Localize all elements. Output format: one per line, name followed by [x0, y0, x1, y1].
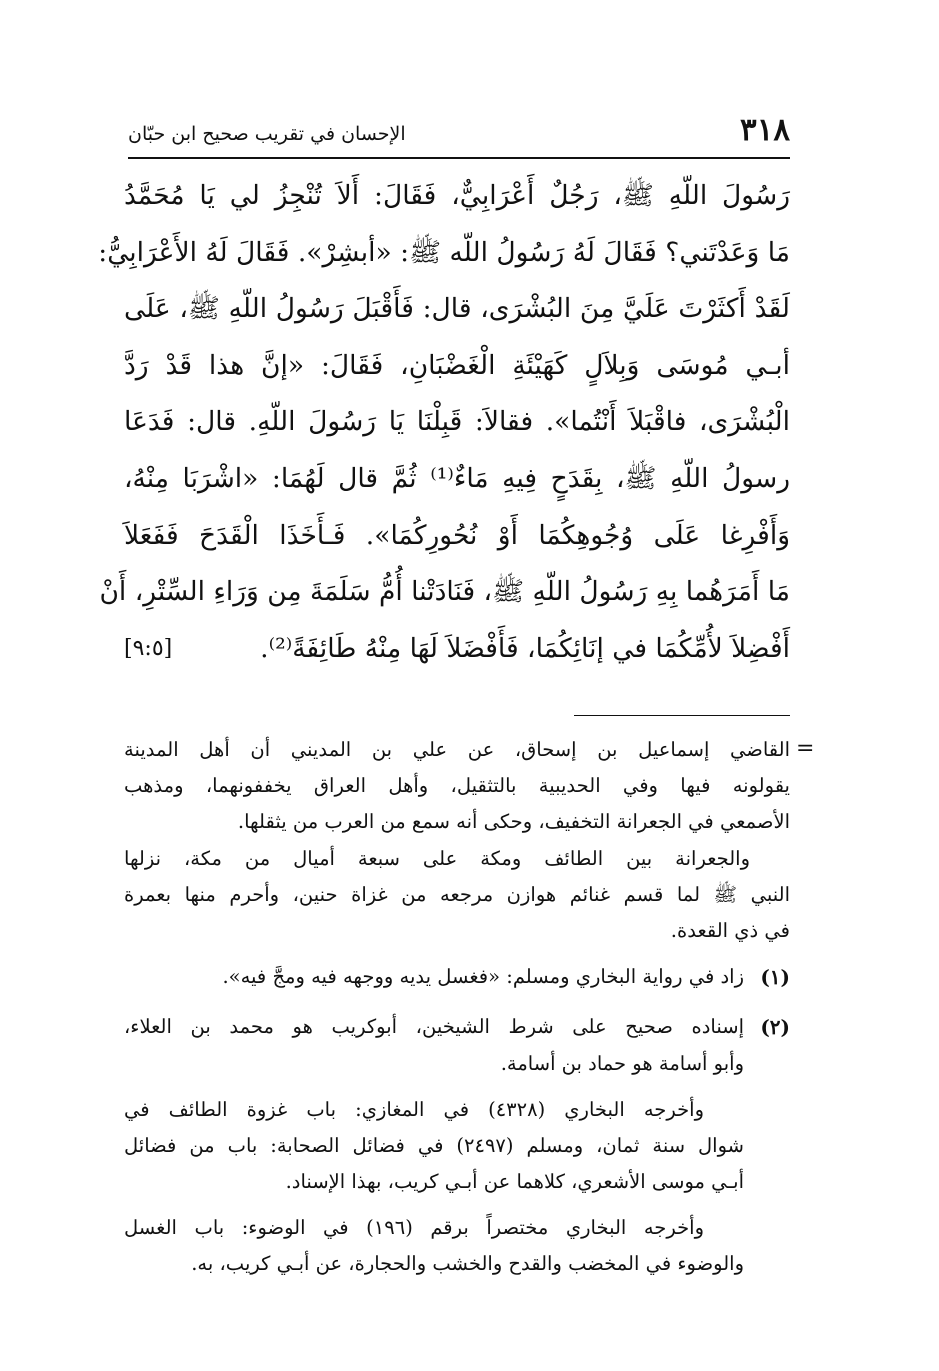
footnote-line: والوضوء في المخضب والقدح والخشب والحجارة، عن أبـي كريب، به. [191, 1252, 744, 1276]
footnote-line: يقولونه فيها وفي الحديبية بالتثقيل، وأهل العراق يخففونهما، ومذهب [124, 774, 790, 798]
text-line: رَسُولَ اللّهِ ﷺ، رَجُلٌ أَعْرَابِيٌّ، فَقَالَ: أَلاَ تُنْجِزُ لي يَا مُحَمَّدُ [124, 180, 790, 211]
footnote-line: النبي ﷺ لما قسم غنائم هوازن مرجعه من غزاة حنين، وأحرم منها بعمرة [124, 882, 790, 906]
footnote-line: إسناده صحيح على شرط الشيخين، أبوكريب هو محمد بن العلاء، [124, 1015, 744, 1039]
footnote-line: القاضي إسماعيل بن إسحاق، عن علي بن المديني أن أهل المدينة [124, 738, 790, 761]
footnote-line: وأخرجه البخاري (٤٣٢٨) في المغازي: باب غزوة الطائف في [124, 1097, 704, 1121]
text-line: مَا وَعَدْتَني؟ فَقَالَ لَهُ رَسُولُ اللّه ﷺ: «أبشِرْ». فَقَالَ لَهُ الأَعْرَابِيُّ: [98, 236, 790, 268]
text-line: لَقَدْ أَكثَرْتَ عَلَيَّ مِنَ البُشْرَى، قال: فَأَقْبَلَ رَسُولُ اللّهِ ﷺ، عَلَى [124, 293, 790, 325]
running-title: الإحسان في تقريب صحيح ابن حبّان [128, 123, 406, 145]
footnote-line: وأخرجه البخاري مختصراً برقم (١٩٦) في الوضوء: باب الغسل [124, 1216, 705, 1240]
page-number: ٣١٨ [740, 112, 790, 148]
footnote-line: وأبو أسامة هو حماد بن أسامة. [500, 1051, 744, 1075]
footnote-line: زاد في رواية البخاري ومسلم: «فغسل يديه ووجهه فيه ومجَّ فيه». [222, 965, 744, 989]
text-line: مَا أَمَرَهُما بِهِ رَسُولُ اللّهِ ﷺ، فَنَادَتْنا أُمُّ سَلَمَةَ مِن وَرَاءِ السِّتْرِ، أَنْ [99, 576, 790, 608]
footnote-separator [574, 715, 790, 716]
hadith-text [98, 168, 790, 677]
hadith-reference: [٩:٥] [124, 635, 173, 661]
footnote-line: الأصمعي في الجعرانة التخفيف، وحكى أنه سمع من العرب من يثقلها. [237, 810, 790, 834]
text-line: الْبُشْرَى، فاقْبَلاَ أَنْتُما». فقالاَ: قَبِلْنَا يَا رَسُولَ اللّهِ. قال: فَدَعَا [124, 406, 790, 438]
text-line: رسولُ اللّهِ ﷺ، بِقَدَحٍ فِيهِ مَاءٌ⁽¹⁾ ثُمَّ قال لَهُمَا: «اشْرَبَا مِنْهُ، [124, 462, 790, 494]
page-header [128, 112, 790, 148]
text-line: أَفْضِلاَ لأُمِّكُمَا في إنَائِكُمَا، فَأَفْضَلاَ لَهَا مِنْهُ طَائِفَةً⁽²⁾. [260, 632, 790, 664]
footnotes [124, 732, 790, 1283]
footnote-1 [124, 959, 790, 995]
text-line-last [124, 621, 790, 678]
footnote-continued [124, 732, 790, 949]
footnote-number: (١) [760, 965, 790, 990]
footnote-line: في ذي القعدة. [670, 918, 790, 942]
header-rule [128, 157, 790, 159]
footnote-line: شوال سنة ثمان، ومسلم (٢٤٩٧) في فضائل الصحابة: باب من فضائل [124, 1133, 745, 1157]
continuation-mark: = [796, 736, 815, 761]
text-line: وَأَفْرِغا عَلَى وُجُوهِكُمَا أَوْ نُحُورِكُمَا». فَـأَخَذَا الْقَدَحَ فَفَعَلاَ [124, 519, 790, 551]
footnote-line: والجعرانة بين الطائف ومكة على سبعة أميال من مكة، نزلها [124, 846, 750, 870]
footnote-line: أبـي موسى الأشعري، كلاهما عن أبـي كريب، بهذا الإسناد. [285, 1170, 744, 1194]
text-line: أبـي مُوسَى وَبِلاَلٍ كَهَيْئَةِ الْغَضْبَانِ، فَقَالَ: «إنَّ هذا قَدْ رَدَّ [124, 349, 790, 381]
footnote-number: (٢) [760, 1015, 790, 1040]
footnote-2 [124, 1009, 790, 1282]
